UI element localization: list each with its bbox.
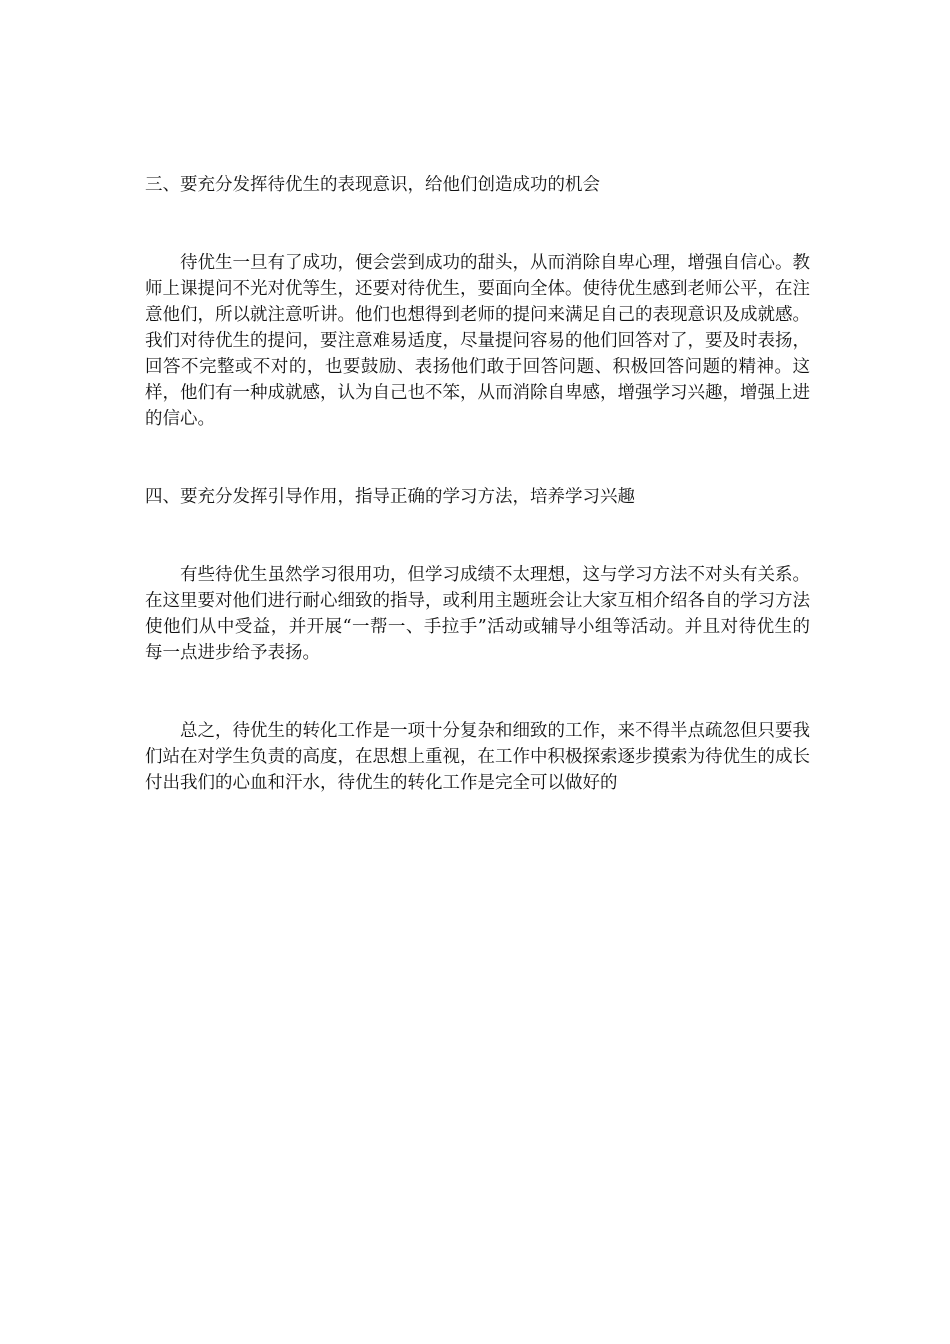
spacer <box>145 510 810 562</box>
section-heading-3: 三、要充分发挥待优生的表现意识，给他们创造成功的机会 <box>145 175 600 195</box>
spacer <box>145 432 810 484</box>
spacer <box>145 198 810 250</box>
paragraph-success-opportunity: 待优生一旦有了成功，便会尝到成功的甜头，从而消除自卑心理，增强自信心。教师上课提问不光对优等生，还要对待优生，要面向全体。使待优生感到老师公平，在注意他们，所以就注意听讲。他们也想得到老师的提问来满足自己的表现意识及成就感。我们对待优生的提问，要注意难易适度，尽量提问容易的他们回答对了，要及时表扬，回答不完整或不对的，也要鼓励、表扬他们敢于回答问题、积极回答问题的精神。这样，他们有一种成就感，认为自己也不笨，从而消除自卑感，增强学习兴趣，增强上进的信心。 <box>145 253 810 429</box>
spacer <box>145 666 810 718</box>
paragraph-learning-method: 有些待优生虽然学习很用功，但学习成绩不太理想，这与学习方法不对头有关系。在这里要对他们进行耐心细致的指导，或利用主题班会让大家互相介绍各自的学习方法使他们从中受益，并开展“一帮一、手拉手”活动或辅导小组等活动。并且对待优生的每一点进步给予表扬。 <box>145 565 810 663</box>
section-heading-4: 四、要充分发挥引导作用，指导正确的学习方法，培养学习兴趣 <box>145 487 635 507</box>
document-body <box>145 172 810 796</box>
paragraph-conclusion: 总之，待优生的转化工作是一项十分复杂和细致的工作，来不得半点疏忽但只要我们站在对学生负责的高度，在思想上重视，在工作中积极探索逐步摸索为待优生的成长付出我们的心血和汗水，待优生的转化工作是完全可以做好的 <box>145 721 810 793</box>
